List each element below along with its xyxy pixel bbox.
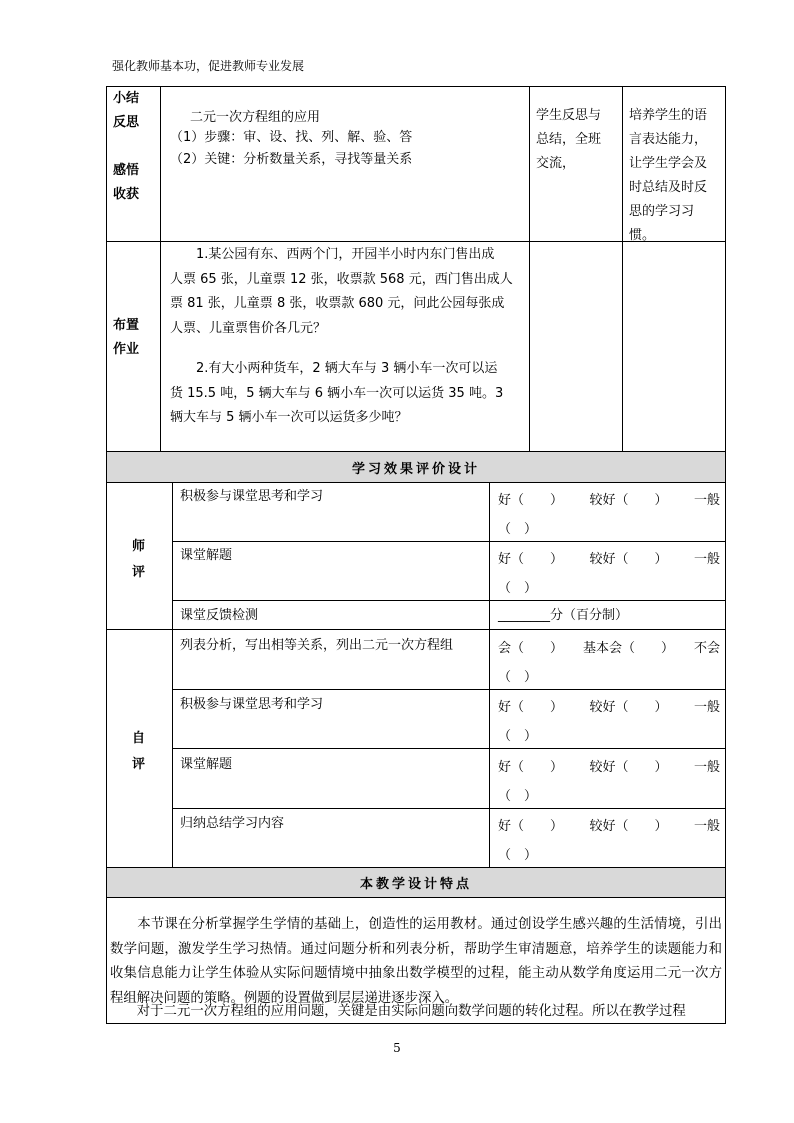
eval-title: 学习效果评价设计	[351, 462, 480, 477]
table-border	[725, 867, 726, 1024]
eval-item-name: 归纳总结学习内容	[180, 816, 285, 831]
homework-questions: 1.某公园有东、西两个门，开园半小时内东门售出成 人票 65 张，儿童票 12 张，收票款 568 元，西门售出成人 票 81 张，儿童票 8 张，收票款 680 元，问此公园每张成 人票、儿童票售价各几元？ 2.有大小两种货车，2 辆大车与 3 辆小车一次可以运 货 15.5 吨，5 辆大车与 6 辆小车一次可以运货 35 吨。3 辆大车与 5 辆小车一次可以运货多少吨？	[170, 247, 513, 425]
table-border	[725, 86, 726, 868]
eval-item-name: 列表分析，写出相等关系，列出二元一次方程组	[180, 638, 454, 653]
table-border	[106, 482, 726, 483]
eval-item-name: 积极参与课堂思考和学习	[180, 489, 324, 504]
score-field: ________分（百分制）	[498, 608, 629, 623]
table-border	[172, 482, 173, 868]
rating-options: 好（ ） 较好（ ） 一般 （ ）	[498, 760, 720, 804]
summary-content: 二元一次方程组的应用 （1）步骤：审、设、找、列、解、验、答 （2）关键：分析数量关系，寻找等量关系	[170, 110, 413, 167]
self-eval-label: 自 评	[132, 731, 146, 772]
table-border	[106, 629, 726, 630]
rating-options: 好（ ） 较好（ ） 一般 （ ）	[498, 700, 720, 744]
rating-options: 会（ ） 基本会（ ） 不会 （ ）	[498, 641, 720, 685]
table-border	[106, 1023, 726, 1024]
design-intent: 培养学生的语 言表达能力， 让学生学会及 时总结及时反 思的学习习 惯。	[629, 108, 708, 243]
teacher-eval-label: 师 评	[132, 539, 146, 580]
rating-options: 好（ ） 较好（ ） 一般 （ ）	[498, 493, 720, 537]
rating-options: 好（ ） 较好（ ） 一般 （ ）	[498, 819, 720, 863]
features-title: 本教学设计特点	[359, 877, 472, 892]
table-border	[489, 482, 490, 868]
table-border	[106, 86, 726, 87]
features-paragraph: 对于二元一次方程组的应用问题，关键是由实际问题向数学问题的转化过程。所以在教学过程	[110, 1004, 686, 1019]
rating-options: 好（ ） 较好（ ） 一般 （ ）	[498, 552, 720, 596]
table-border	[622, 86, 623, 451]
eval-item-name: 课堂解题	[180, 757, 233, 772]
eval-item-name: 课堂反馈检测	[180, 608, 259, 623]
homework-label: 布置 作业	[113, 318, 140, 357]
eval-item-name: 积极参与课堂思考和学习	[180, 697, 324, 712]
table-border	[106, 897, 726, 898]
student-activity: 学生反思与 总结，全班 交流，	[536, 108, 602, 171]
table-border	[160, 86, 161, 451]
page-number: 5	[393, 1041, 401, 1055]
summary-label: 小结 反思 感悟 收获	[113, 91, 140, 202]
page-header: 强化教师基本功，促进教师专业发展	[112, 59, 305, 73]
features-paragraph: 本节课在分析掌握学生学情的基础上，创造性的运用教材。通过创设学生感兴趣的生活情境，引出数学问题，激发学生学习热情。通过问题分析和列表分析，帮助学生审清题意，培养学生的读题能力和收集信息能力让学生体验从实际问题情境中抽象出数学模型的过程，能主动从数学角度运用二元一次方程组解决问题的策略。例题的设置做到层层递进逐步深入。	[110, 917, 722, 1006]
eval-item-name: 课堂解题	[180, 548, 233, 563]
